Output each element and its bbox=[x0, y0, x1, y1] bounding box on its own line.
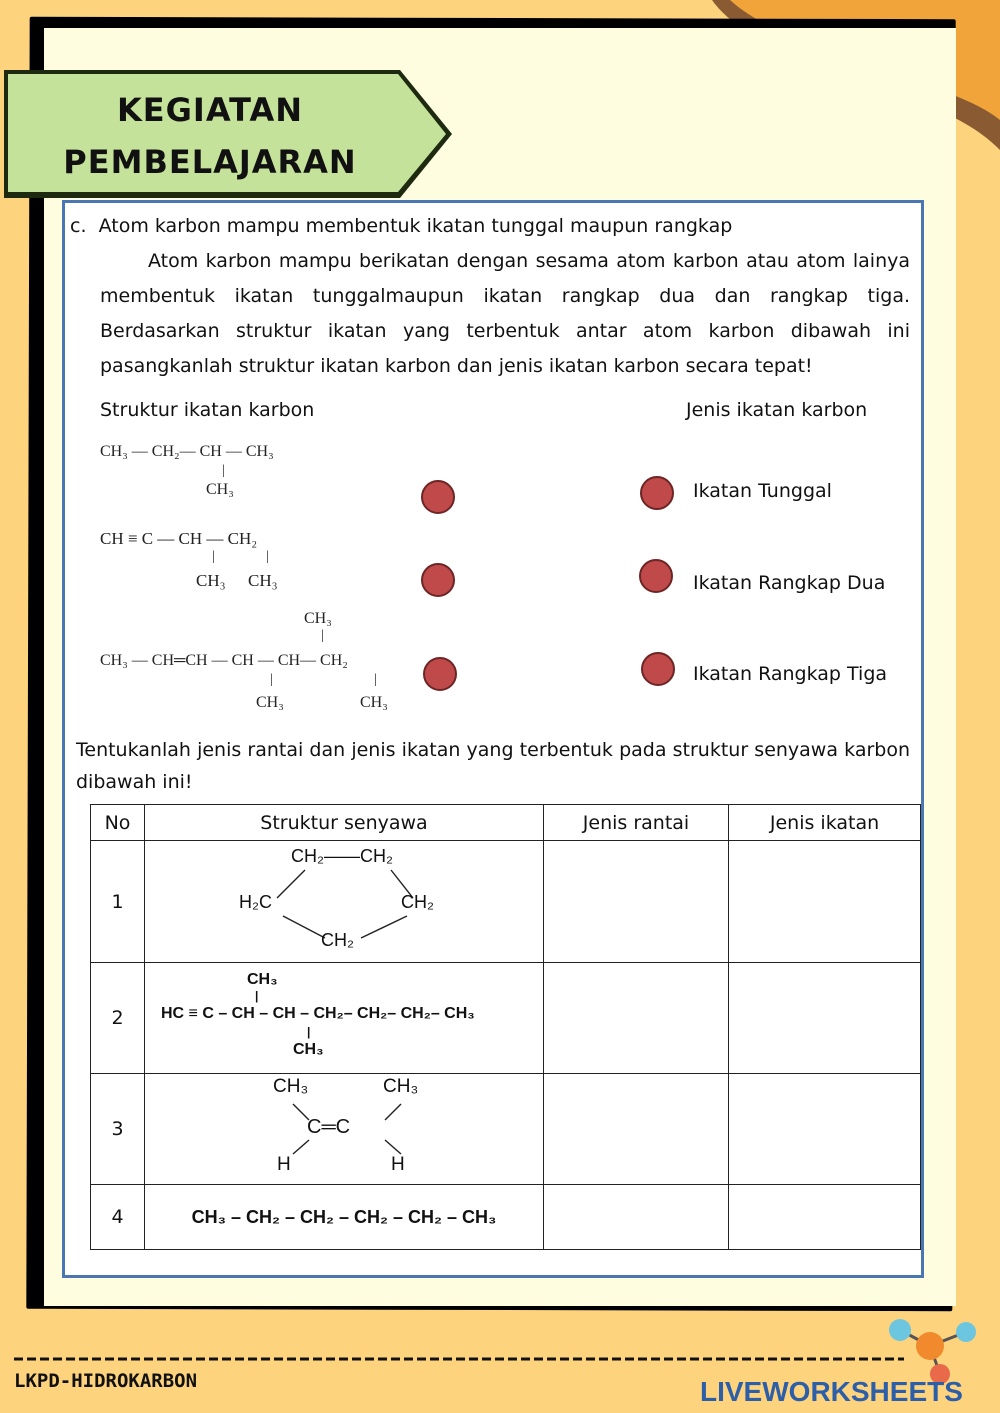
structure-column-header: Struktur ikatan karbon bbox=[100, 399, 315, 421]
table-header-row bbox=[91, 805, 921, 841]
structure-cell bbox=[145, 1074, 544, 1185]
liveworksheets-watermark[interactable]: LIVEWORKSHEETS bbox=[700, 1376, 963, 1407]
row-number: 1 bbox=[91, 841, 145, 963]
chain-type-answer-cell[interactable] bbox=[544, 841, 729, 963]
structure-1 bbox=[100, 443, 274, 498]
row-number: 4 bbox=[91, 1185, 145, 1250]
section-heading bbox=[70, 209, 910, 244]
match-dot-option-1[interactable] bbox=[640, 476, 674, 510]
ring-left: H₂C bbox=[239, 891, 272, 912]
structure-2 bbox=[100, 529, 278, 590]
match-dot-option-3[interactable] bbox=[641, 652, 675, 686]
table-row bbox=[91, 841, 921, 963]
alkene-top-right: CH₃ bbox=[383, 1076, 419, 1097]
match-dot-option-2[interactable] bbox=[639, 559, 673, 593]
row-number: 2 bbox=[91, 963, 145, 1074]
structure-2-branch-line-b: | bbox=[266, 549, 269, 564]
formula-2-branch-down: | bbox=[307, 1025, 311, 1039]
section-paragraph: Atom karbon mampu berikatan dengan sesama atom karbon atau atom lainya membentuk ikatan tunggalmaupun ikatan rangkap dua dan rangkap tiga. Berdasarkan struktur ikatan yang terbentuk antar atom karbon dibawah ini pasangkanlah struktur ikatan karbon dan jenis ikatan karbon secara tepat! bbox=[100, 250, 910, 377]
section-heading-text: Atom karbon mampu membentuk ikatan tunggal maupun rangkap bbox=[98, 215, 733, 237]
header-structure: Struktur senyawa bbox=[145, 805, 544, 841]
header-chain-type: Jenis rantai bbox=[544, 805, 729, 841]
structure-1-branch-line: | bbox=[222, 463, 225, 478]
chain-type-answer-cell[interactable] bbox=[544, 963, 729, 1074]
header-bond-type: Jenis ikatan bbox=[729, 805, 921, 841]
bond-type-answer-cell[interactable] bbox=[729, 963, 921, 1074]
structure-3-main: CH₃ — CH═CH — CH — CH— CH₂ bbox=[100, 652, 348, 669]
ring-top: CH₂——CH₂ bbox=[291, 845, 393, 866]
banner-title bbox=[50, 84, 370, 188]
bond-type-answer-cell[interactable] bbox=[729, 841, 921, 963]
structure-3-branch-line-top: | bbox=[321, 628, 324, 643]
structure-2-sub-b: CH₃ bbox=[248, 571, 278, 590]
match-dot-structure-3[interactable] bbox=[423, 657, 457, 691]
row-number: 3 bbox=[91, 1074, 145, 1185]
chain-type-answer-cell[interactable] bbox=[544, 1074, 729, 1185]
chain-type-answer-cell[interactable] bbox=[544, 1185, 729, 1250]
structure-cell bbox=[145, 841, 544, 963]
structure-3-top: CH₃ bbox=[304, 610, 332, 627]
match-dot-structure-2[interactable] bbox=[421, 563, 455, 597]
structure-1-main: CH₃ — CH₂— CH — CH₃ bbox=[100, 443, 274, 460]
formula-4: CH₃ – CH₂ – CH₂ – CH₂ – CH₂ – CH₃ bbox=[191, 1206, 497, 1227]
formula-2-branch-up: | bbox=[255, 989, 259, 1003]
structure-1-sub: CH₃ bbox=[206, 481, 234, 498]
task-instruction: Tentukanlah jenis rantai dan jenis ikatan yang terbentuk pada struktur senyawa karbon dibawah ini! bbox=[76, 739, 910, 793]
match-dot-structure-1[interactable] bbox=[421, 480, 455, 514]
section-marker: c. bbox=[70, 215, 87, 237]
structure-2-sub-a: CH₃ bbox=[196, 571, 226, 590]
structure-3-sub-b: CH₃ bbox=[360, 694, 388, 711]
bond-type-column-header: Jenis ikatan karbon bbox=[686, 399, 868, 421]
structure-cell bbox=[145, 1185, 544, 1250]
header-no: No bbox=[91, 805, 145, 841]
alkene-top-left: CH₃ bbox=[273, 1076, 309, 1097]
banner-line-2: PEMBELAJARAN bbox=[63, 143, 357, 181]
table-row bbox=[91, 1074, 921, 1185]
formula-2-top: CH₃ bbox=[247, 971, 278, 988]
option-label-1: Ikatan Tunggal bbox=[693, 480, 832, 502]
table-row bbox=[91, 1185, 921, 1250]
alkene-bottom-left: H bbox=[277, 1154, 291, 1175]
answer-table bbox=[90, 804, 921, 1250]
chain-divider bbox=[14, 1352, 904, 1366]
formula-2-main: HC ≡ C – CH – CH – CH₂– CH₂– CH₂– CH₃ bbox=[161, 1005, 475, 1022]
bond-type-answer-cell[interactable] bbox=[729, 1074, 921, 1185]
structure-2-main: CH ≡ C — CH — CH₂ bbox=[100, 529, 258, 548]
table-row bbox=[91, 963, 921, 1074]
option-label-3: Ikatan Rangkap Tiga bbox=[693, 663, 888, 685]
bond-type-answer-cell[interactable] bbox=[729, 1185, 921, 1250]
ring-right: CH₂ bbox=[401, 891, 434, 912]
structure-cell bbox=[145, 963, 544, 1074]
ring-bottom: CH₂ bbox=[321, 929, 354, 950]
formula-2-bottom: CH₃ bbox=[293, 1041, 324, 1058]
structure-3-branch-line-b: | bbox=[374, 672, 377, 687]
structure-3-sub-a: CH₃ bbox=[256, 694, 284, 711]
structure-3-branch-line-a: | bbox=[270, 672, 273, 687]
structure-2-branch-line-a: | bbox=[212, 549, 215, 564]
alkene-center: C═C bbox=[307, 1116, 351, 1138]
footer-label: LKPD-HIDROKARBON bbox=[14, 1370, 198, 1392]
banner-line-1: KEGIATAN bbox=[117, 91, 303, 129]
alkene-bottom-right: H bbox=[391, 1154, 405, 1175]
option-label-2: Ikatan Rangkap Dua bbox=[693, 572, 886, 594]
